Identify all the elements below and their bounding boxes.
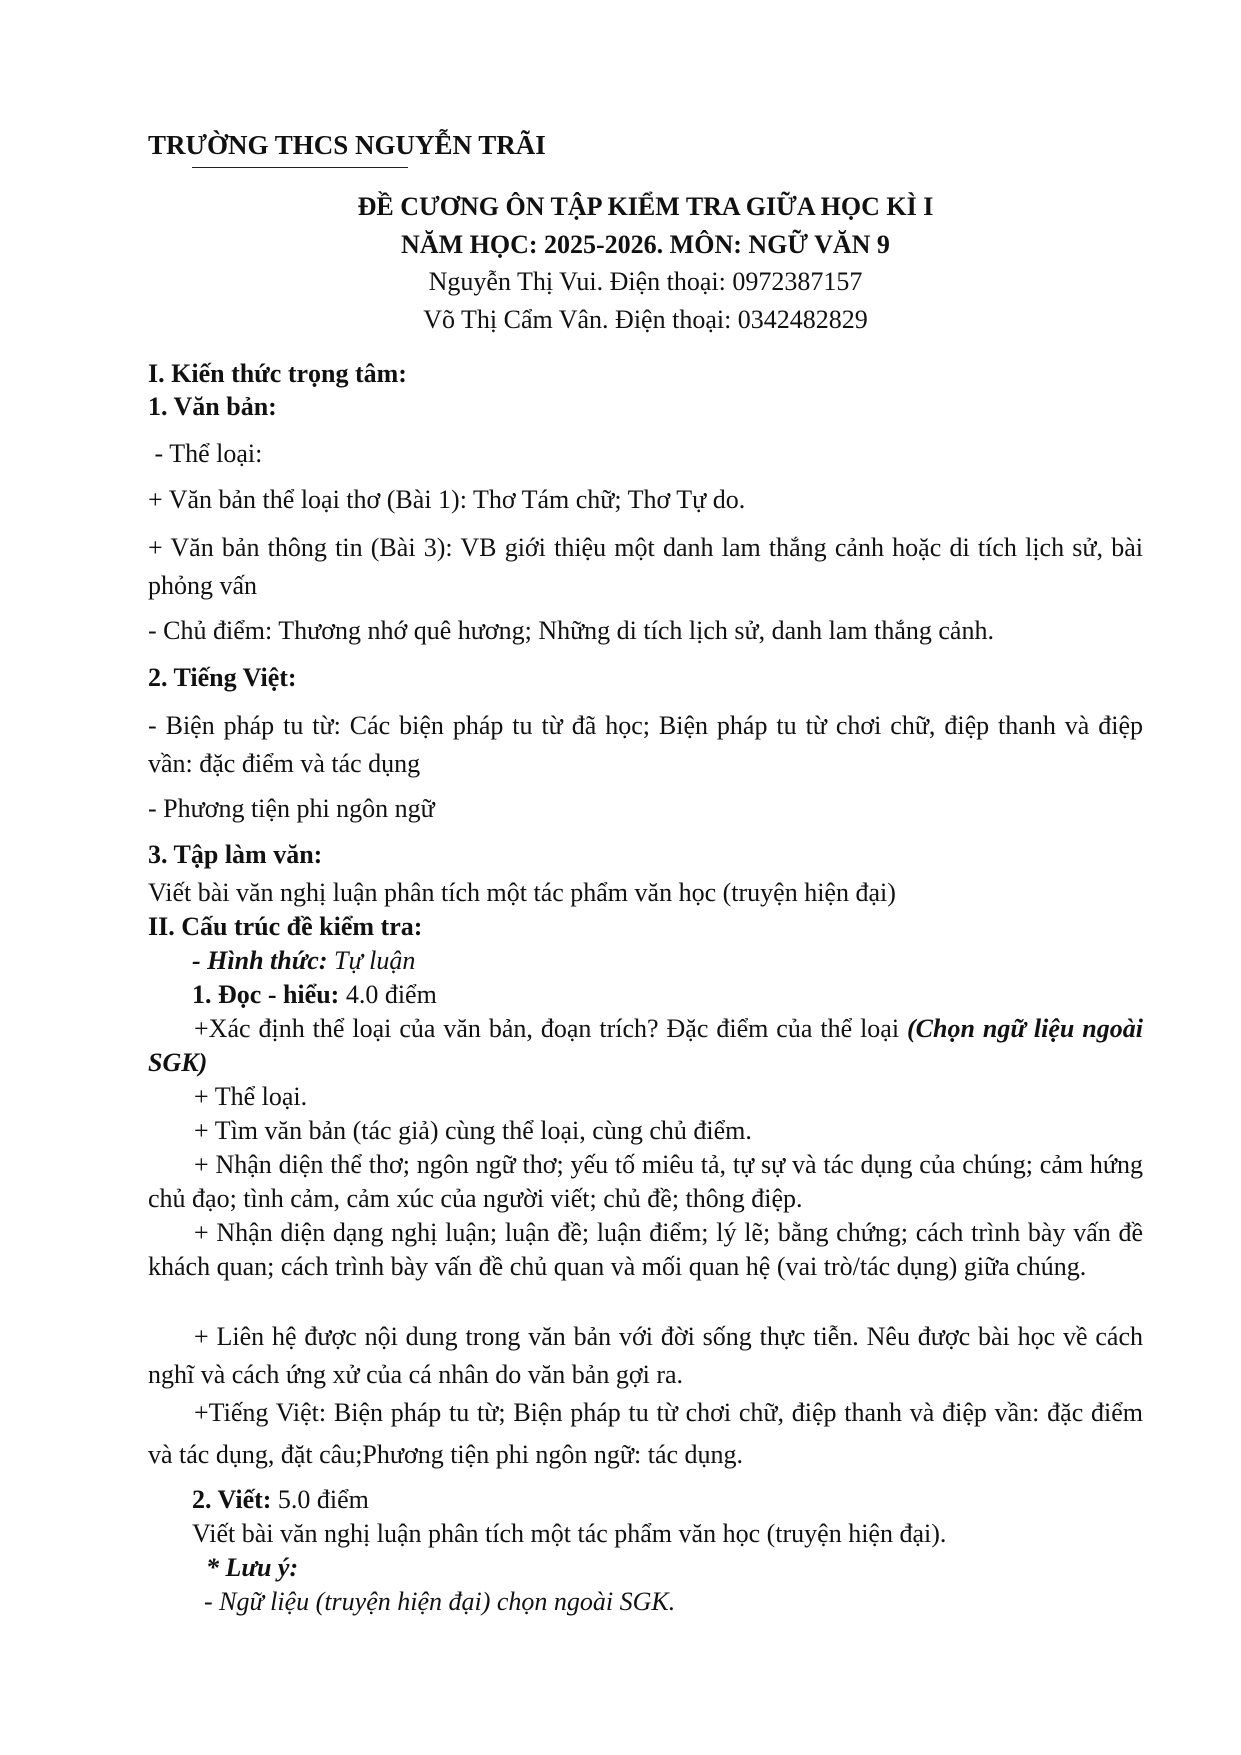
author-1: Nguyễn Thị Vui. Điện thoại: 0972387157 — [428, 267, 863, 296]
note-text: - Ngữ liệu (truyện hiện đại) chọn ngoài SGK. — [204, 1587, 676, 1616]
school-underline — [192, 167, 408, 168]
reading-q1-text: +Xác định thể loại của văn bản, đoạn trích? Đặc điểm của thể loại — [194, 1014, 908, 1043]
writing-label: 2. Viết: — [192, 1485, 272, 1514]
form-line — [148, 944, 1143, 978]
nonverbal-line: - Phương tiện phi ngôn ngữ — [148, 794, 435, 823]
reading-label: 1. Đọc - hiểu: — [192, 980, 340, 1009]
item-find: + Tìm văn bản (tác giả) cùng thể loại, cùng chủ điểm. — [194, 1116, 752, 1145]
item-poem: + Nhận diện thể thơ; ngôn ngữ thơ; yếu tố miêu tả, tự sự và tác dụng của chúng; cảm hứng chủ đạo; tình cảm, cảm xúc của người viết; chủ đề; thông điệp. — [148, 1150, 1143, 1213]
reading-question-1 — [148, 1012, 1143, 1080]
reading-q1-note: (Chọn ngữ liệu ngoài SGK) — [148, 1014, 1143, 1077]
section-1-heading: I. Kiến thức trọng tâm: — [148, 359, 407, 388]
subsection-text-heading: 1. Văn bản: — [148, 392, 277, 421]
reading-value: 4.0 điểm — [339, 980, 437, 1009]
theme-line: - Chủ điểm: Thương nhớ quê hương; Những di tích lịch sử, danh lam thắng cảnh. — [148, 616, 994, 645]
subsection-vietnamese-heading: 2. Tiếng Việt: — [148, 663, 297, 692]
note-label: * Lưu ý: — [206, 1553, 299, 1582]
item-genre: + Thể loại. — [194, 1082, 308, 1111]
genre-label: - Thể loại: — [148, 439, 263, 468]
document-subtitle: NĂM HỌC: 2025-2026. MÔN: NGỮ VĂN 9 — [401, 230, 890, 259]
item-vietnamese: +Tiếng Việt: Biện pháp tu từ; Biện pháp tu từ chơi chữ, điệp thanh và điệp vần: đặc điểm và tác dụng, đặt câu;Phương tiện phi ngôn ngữ: tác dụng. — [148, 1398, 1143, 1469]
section-2-heading: II. Cấu trúc đề kiểm tra: — [148, 912, 423, 941]
writing-value: 5.0 điểm — [271, 1485, 369, 1514]
item-relate: + Liên hệ được nội dung trong văn bản với đời sống thực tiễn. Nêu được bài học về cách nghĩ và cách ứng xử của cá nhân do văn bản gợi ra. — [148, 1322, 1143, 1389]
writing-text: Viết bài văn nghị luận phân tích một tác phẩm văn học (truyện hiện đại). — [192, 1519, 947, 1548]
author-2: Võ Thị Cẩm Vân. Điện thoại: 0342482829 — [423, 305, 868, 334]
reading-line — [148, 978, 1143, 1012]
genre-poem: + Văn bản thể loại thơ (Bài 1): Thơ Tám chữ; Thơ Tự do. — [148, 485, 746, 514]
writing-line — [148, 1483, 1143, 1517]
rhetoric-line: - Biện pháp tu từ: Các biện pháp tu từ đã học; Biện pháp tu từ chơi chữ, điệp thanh và điệp vần: đặc điểm và tác dụng — [148, 711, 1143, 778]
subsection-essay-heading: 3. Tập làm văn: — [148, 840, 323, 869]
essay-line: Viết bài văn nghị luận phân tích một tác phẩm văn học (truyện hiện đại) — [148, 878, 896, 907]
form-value: Tự luận — [327, 946, 416, 975]
school-name: TRƯỜNG THCS NGUYỄN TRÃI — [148, 130, 546, 160]
document-title: ĐỀ CƯƠNG ÔN TẬP KIỂM TRA GIỮA HỌC KÌ I — [357, 192, 934, 221]
genre-info: + Văn bản thông tin (Bài 3): VB giới thiệu một danh lam thắng cảnh hoặc di tích lịch sử, bài phỏng vấn — [148, 533, 1143, 600]
item-argument: + Nhận diện dạng nghị luận; luận đề; luận điểm; lý lẽ; bằng chứng; cách trình bày vấn đề khách quan; cách trình bày vấn đề chủ quan và mối quan hệ (vai trò/tác dụng) giữa chúng. — [148, 1218, 1143, 1281]
form-label: - Hình thức: — [192, 946, 328, 975]
